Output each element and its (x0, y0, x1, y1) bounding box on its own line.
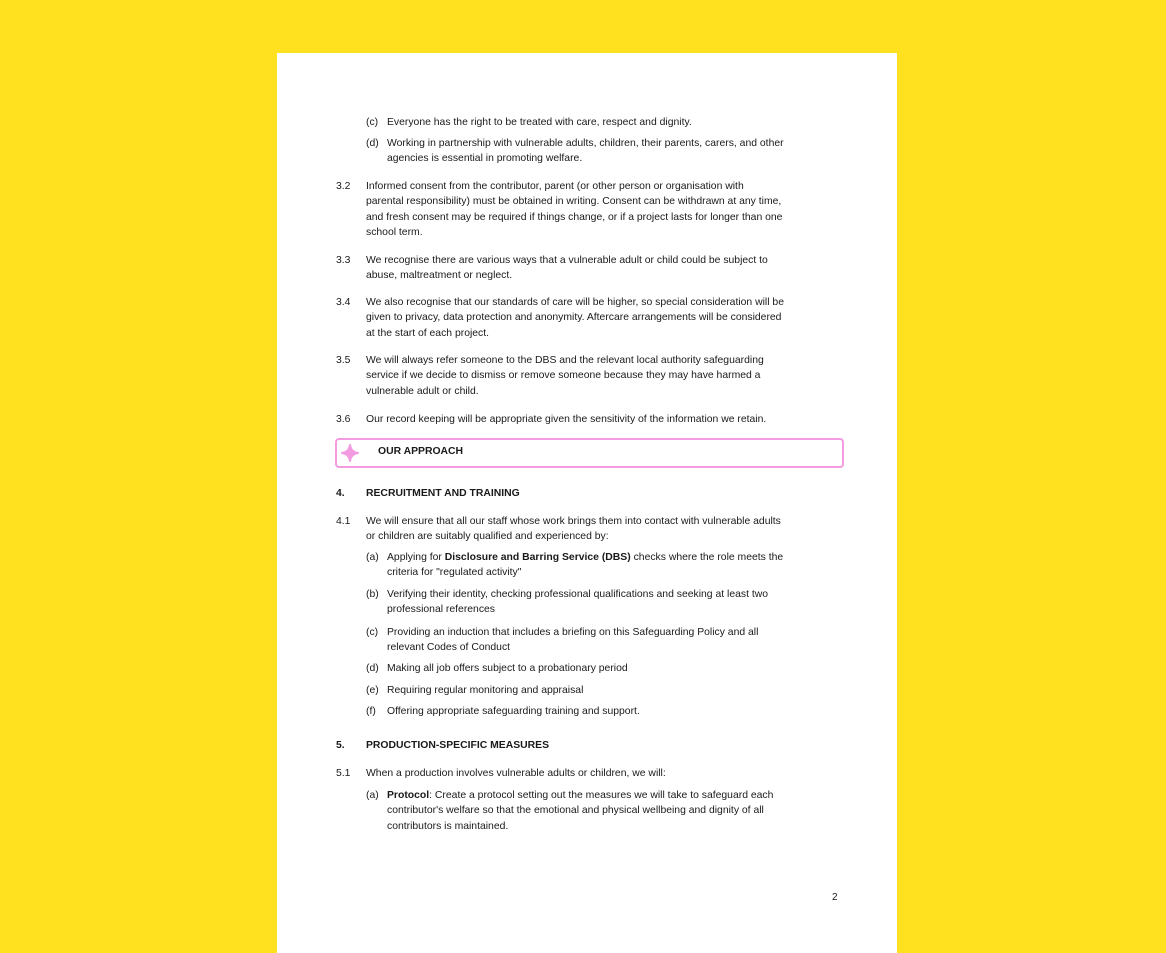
paragraph-line: We also recognise that our standards of care will be higher, so special consideration will be (366, 297, 784, 308)
item-label: 5. (336, 740, 345, 751)
paragraph-line: Offering appropriate safeguarding training and support. (387, 706, 640, 717)
item-label: (d) (366, 138, 379, 149)
paragraph-line: at the start of each project. (366, 327, 490, 339)
item-label: (d) (366, 663, 379, 674)
item-label: (a) (366, 552, 379, 563)
paragraph-line: Our record keeping will be appropriate given the sensitivity of the information we retain. (366, 414, 767, 425)
paragraph-line: contributor's welfare so that the emotional and physical wellbeing and dignity of all (387, 805, 764, 817)
paragraph-line: given to privacy, data protection and anonymity. Aftercare arrangements will be considered (366, 312, 782, 324)
page-number: 2 (832, 892, 838, 903)
paragraph-line: relevant Codes of Conduct (387, 642, 511, 654)
paragraph-line: vulnerable adult or child. (366, 385, 479, 397)
item-label: (c) (366, 627, 379, 638)
paragraph-line: school term. (366, 226, 423, 238)
paragraph-line: professional references (387, 604, 496, 616)
item-label: (a) (366, 790, 379, 801)
paragraph-line: We will always refer someone to the DBS and the relevant local authority safeguarding (366, 355, 764, 366)
paragraph-line: parental responsibility) must be obtained in writing. Consent can be withdrawn at any time, (366, 196, 782, 208)
paragraph-line: Informed consent from the contributor, parent (or other person or organisation with (366, 181, 744, 192)
paragraph-line: contributors is maintained. (387, 820, 509, 832)
paragraph-line: or children are suitably qualified and experienced by: (366, 531, 609, 543)
paragraph-line: We will ensure that all our staff whose work brings them into contact with vulnerable adults (366, 516, 781, 527)
paragraph-line: Everyone has the right to be treated with care, respect and dignity. (387, 117, 692, 128)
paragraph-line: Working in partnership with vulnerable adults, children, their parents, carers, and other (387, 138, 784, 149)
paragraph-line: service if we decide to dismiss or remove someone because they may have harmed a (366, 370, 761, 382)
item-label: (c) (366, 117, 379, 128)
paragraph-line: abuse, maltreatment or neglect. (366, 270, 513, 282)
item-label: (b) (366, 589, 379, 600)
paragraph-line: Applying for Disclosure and Barring Service (DBS) checks where the role meets the (387, 552, 784, 563)
paragraph-line: and fresh consent may be required if things change, or if a project lasts for longer than one (366, 211, 783, 223)
item-label: 3.4 (336, 297, 351, 308)
paragraph-line: Making all job offers subject to a probationary period (387, 663, 628, 674)
item-label: 3.5 (336, 355, 351, 366)
paragraph-line: We recognise there are various ways that a vulnerable adult or child could be subject to (366, 255, 768, 266)
item-label: 3.2 (336, 181, 351, 192)
paragraph-line: Requiring regular monitoring and appraisal (387, 685, 584, 696)
paragraph-line: agencies is essential in promoting welfare. (387, 153, 583, 165)
item-label: 4.1 (336, 516, 351, 527)
paragraph-line: Providing an induction that includes a briefing on this Safeguarding Policy and all (387, 627, 759, 638)
paragraph-line: When a production involves vulnerable adults or children, we will: (366, 768, 666, 779)
paragraph-line: criteria for "regulated activity" (387, 567, 522, 579)
item-label: 3.6 (336, 414, 351, 425)
item-label: 5.1 (336, 768, 351, 779)
item-label: (e) (366, 685, 379, 696)
item-label: (f) (366, 706, 376, 717)
section-heading: RECRUITMENT AND TRAINING (366, 488, 520, 499)
section-title: OUR APPROACH (378, 446, 464, 457)
pink-diamond-star-icon (341, 444, 359, 462)
item-label: 4. (336, 488, 345, 499)
section-header-our-approach (335, 438, 844, 468)
section-heading: PRODUCTION-SPECIFIC MEASURES (366, 740, 550, 751)
paragraph-line: Verifying their identity, checking professional qualifications and seeking at least two (387, 589, 769, 600)
paragraph-line: Protocol: Create a protocol setting out the measures we will take to safeguard each (387, 790, 774, 801)
item-label: 3.3 (336, 255, 351, 266)
